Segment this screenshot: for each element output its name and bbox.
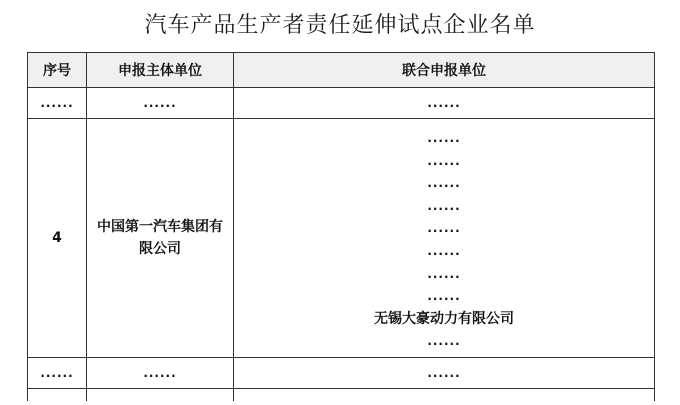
row-index: 4 xyxy=(28,119,87,358)
joint-applicant-list xyxy=(234,123,654,353)
row-entity: ...... xyxy=(87,358,234,389)
row-entity: 中国第一汽车集团有限公司 xyxy=(87,119,234,358)
table-header-row xyxy=(28,53,655,88)
document-title: 汽车产品生产者责任延伸试点企业名单 xyxy=(144,13,536,38)
row-cutoff-cell xyxy=(28,389,87,402)
joint-applicant-item: ...... xyxy=(427,266,461,281)
row-joint-cell xyxy=(234,119,655,358)
header-index: 序号 xyxy=(28,53,87,88)
joint-applicant-item: ...... xyxy=(427,244,461,258)
row-index: ...... xyxy=(28,358,87,389)
table-row xyxy=(28,88,655,119)
enterprise-list-table xyxy=(27,52,655,401)
joint-applicant-item: ...... xyxy=(427,198,461,213)
table-row xyxy=(28,358,655,389)
row-joint: ...... xyxy=(234,358,655,389)
joint-applicant-item: ...... xyxy=(427,153,461,168)
joint-applicant-item-named: 无锡大豪动力有限公司 xyxy=(374,310,514,327)
row-index: ...... xyxy=(28,88,87,119)
header-applicant-entity: 申报主体单位 xyxy=(87,53,234,88)
joint-applicant-item: ...... xyxy=(427,289,461,304)
row-cutoff-cell xyxy=(87,389,234,402)
joint-applicant-item: ...... xyxy=(427,334,461,349)
table-row-main xyxy=(28,119,655,358)
row-joint: ...... xyxy=(234,88,655,119)
header-joint-applicants: 联合申报单位 xyxy=(234,53,655,88)
joint-applicant-item: ...... xyxy=(427,131,461,146)
row-cutoff-cell xyxy=(234,389,655,402)
joint-applicant-item: ...... xyxy=(427,221,461,236)
row-entity: ...... xyxy=(87,88,234,119)
joint-applicant-item: ...... xyxy=(427,176,461,191)
table-row-cutoff xyxy=(28,389,655,402)
